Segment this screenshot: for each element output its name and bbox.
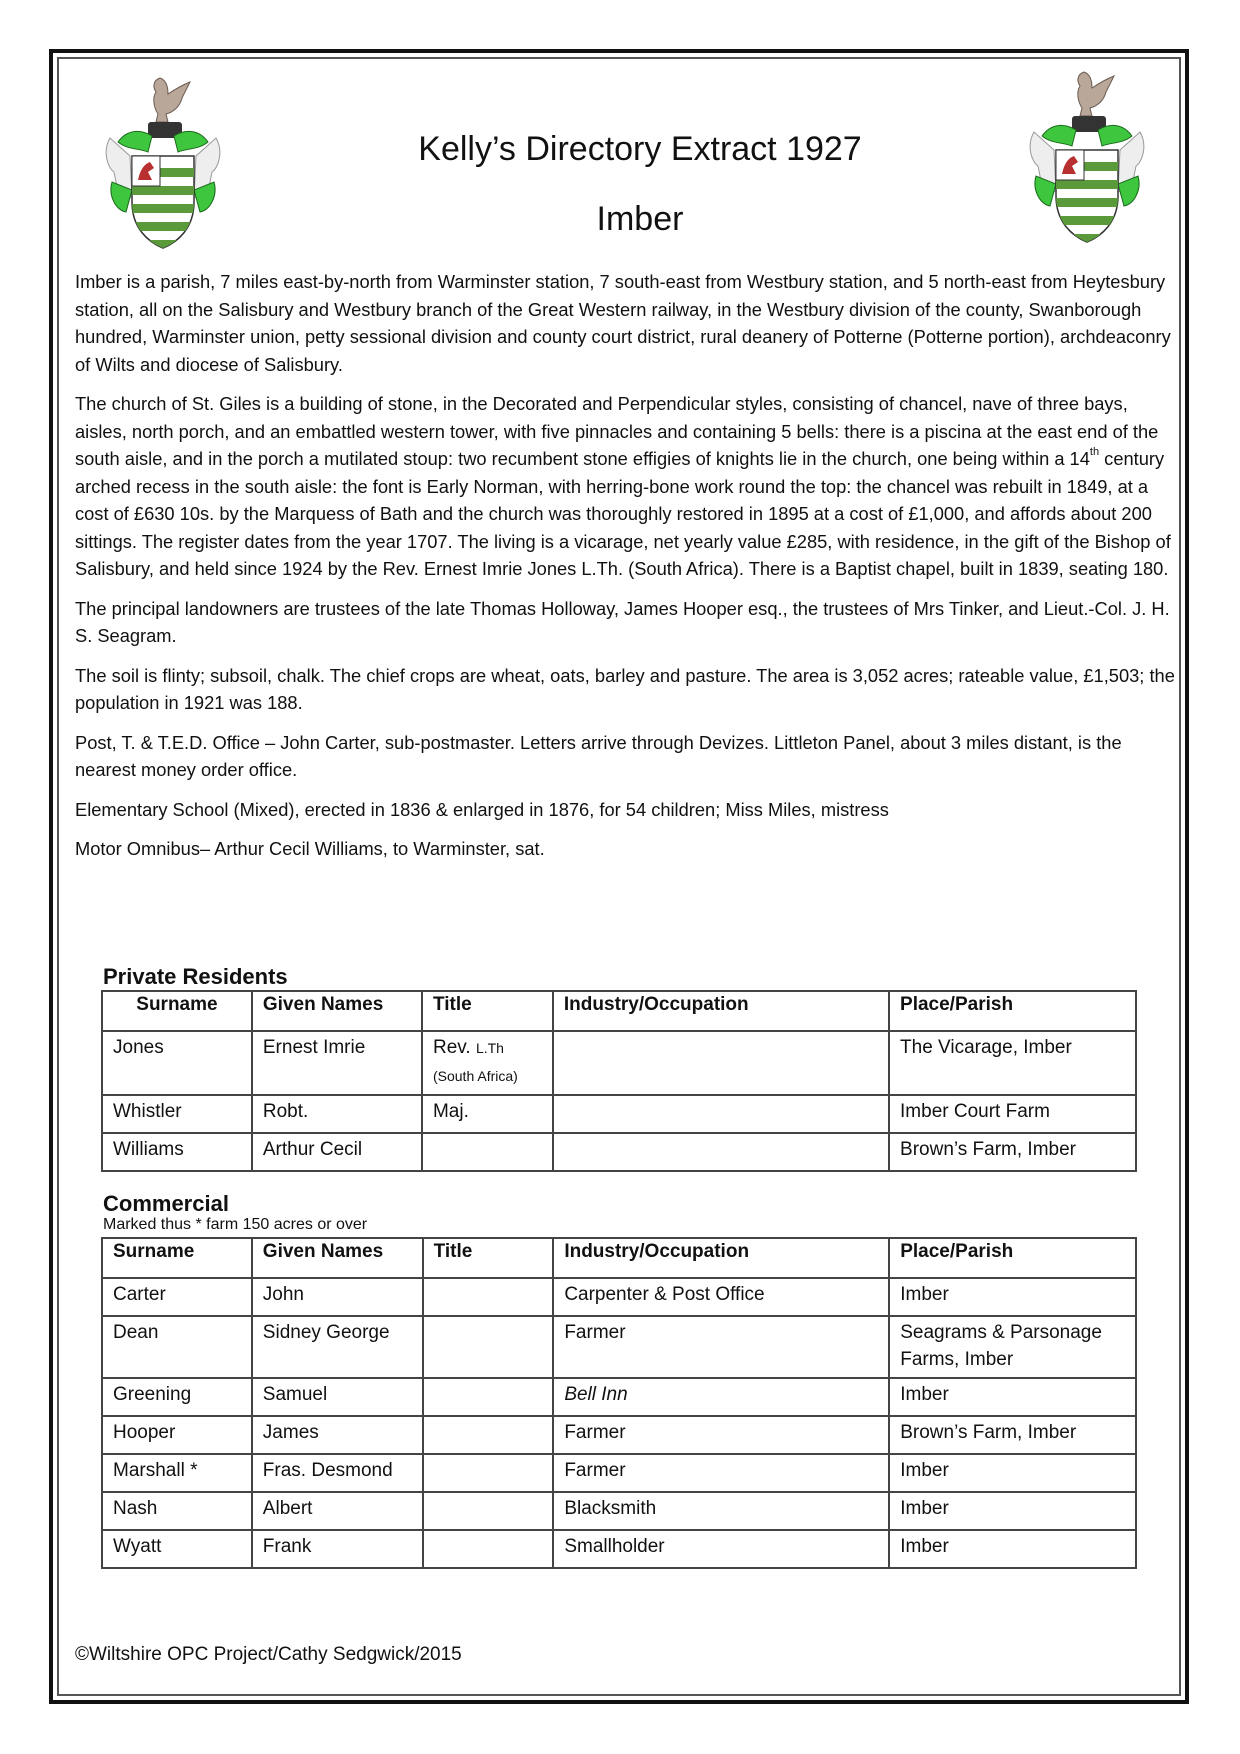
table-row: Whistler Robt. Maj. Imber Court Farm <box>102 1095 1136 1133</box>
paragraph-church: The church of St. Giles is a building of stone, in the Decorated and Perpendicular styles, consisting of chancel, nave of three bays, aisles, north porch, and an embattled western tower, with five pinnacles and containing 5 bells: there is a piscina at the east end of the south aisle, and in the porch a mutilated stoup: two recumbent stone effigies of knights lie in the church, one being within a 14th century arched recess in the south aisle: the font is Early Norman, with herring-bone work round the top: the chancel was rebuilt in 1849, at a cost of £630 10s. by the Marquess of Bath and the church was thoroughly restored in 1895 at a cost of £1,000, and affords about 200 sittings. The register dates from the year 1707. The living is a vicarage, net yearly value £285, with residence, in the gift of the Bishop of Salisbury, and held since 1924 by the Rev. Ernest Imrie Jones L.Th. (South Africa). There is a Baptist chapel, built in 1839, seating 180. <box>75 393 1171 579</box>
paragraph-school: Elementary School (Mixed), erected in 1836 & enlarged in 1876, for 54 children; Miss Miles, mistress <box>75 798 889 820</box>
paragraph-post-office: Post, T. & T.E.D. Office – John Carter, sub-postmaster. Letters arrive through Devizes. Littleton Panel, about 3 miles distant, is the nearest money order office. <box>75 731 1122 780</box>
paragraph-parish: Imber is a parish, 7 miles east-by-north from Warminster station, 7 south-east from Westbury station, and 5 north-east from Heytesbury station, all on the Salisbury and Westbury branch of the Great Western railway, in the Westbury division of the county, Swanborough hundred, Warminster union, petty sessional division and county court district, rural deanery of Potterne (Potterne portion), archdeaconry of Wilts and diocese of Salisbury. <box>75 271 1171 375</box>
table-row: Marshall * Fras. Desmond Farmer Imber <box>102 1454 1136 1492</box>
place-title: Imber <box>596 200 684 238</box>
table-row: Hooper James Farmer Brown’s Farm, Imber <box>102 1416 1136 1454</box>
paragraph-landowners: The principal landowners are trustees of the late Thomas Holloway, James Hooper esq., the trustees of Mrs Tinker, and Lieut.-Col. J. H. S. Seagram. <box>75 597 1170 646</box>
col-given-names: Given Names <box>252 1238 423 1278</box>
table-row: Nash Albert Blacksmith Imber <box>102 1492 1136 1530</box>
table-row: Jones Ernest Imrie Rev. L.Th (South Africa) The Vicarage, Imber <box>102 1031 1136 1095</box>
table-row: Wyatt Frank Smallholder Imber <box>102 1530 1136 1568</box>
commercial-table <box>101 1237 1137 1569</box>
col-title: Title <box>422 991 553 1031</box>
col-surname: Surname <box>102 991 252 1031</box>
private-residents-table <box>101 990 1137 1172</box>
table-header-row <box>102 1238 1136 1278</box>
table-header-row <box>102 991 1136 1031</box>
commercial-note: Marked thus * farm 150 acres or over <box>103 1216 368 1233</box>
table-row: Dean Sidney George Farmer Seagrams & Parsonage Farms, Imber <box>102 1316 1136 1378</box>
private-residents-heading: Private Residents <box>103 964 288 989</box>
table-row: Carter John Carpenter & Post Office Imber <box>102 1278 1136 1316</box>
table-row: Williams Arthur Cecil Brown’s Farm, Imber <box>102 1133 1136 1171</box>
directory-body <box>75 268 1175 875</box>
col-surname: Surname <box>102 1238 252 1278</box>
copyright-footer: ©Wiltshire OPC Project/Cathy Sedgwick/2015 <box>75 1644 462 1665</box>
col-title: Title <box>423 1238 554 1278</box>
commercial-heading: Commercial <box>103 1191 229 1216</box>
col-place: Place/Parish <box>889 991 1136 1031</box>
col-industry: Industry/Occupation <box>553 991 889 1031</box>
paragraph-soil: The soil is flinty; subsoil, chalk. The chief crops are wheat, oats, barley and pasture. The area is 3,052 acres; rateable value, £1,503; the population in 1921 was 188. <box>75 664 1175 713</box>
paragraph-omnibus: Motor Omnibus– Arthur Cecil Williams, to Warminster, sat. <box>75 838 545 859</box>
document-title: Kelly’s Directory Extract 1927 <box>418 130 862 168</box>
col-industry: Industry/Occupation <box>553 1238 889 1278</box>
col-place: Place/Parish <box>889 1238 1136 1278</box>
table-row: Greening Samuel Bell Inn Imber <box>102 1378 1136 1416</box>
col-given-names: Given Names <box>252 991 422 1031</box>
